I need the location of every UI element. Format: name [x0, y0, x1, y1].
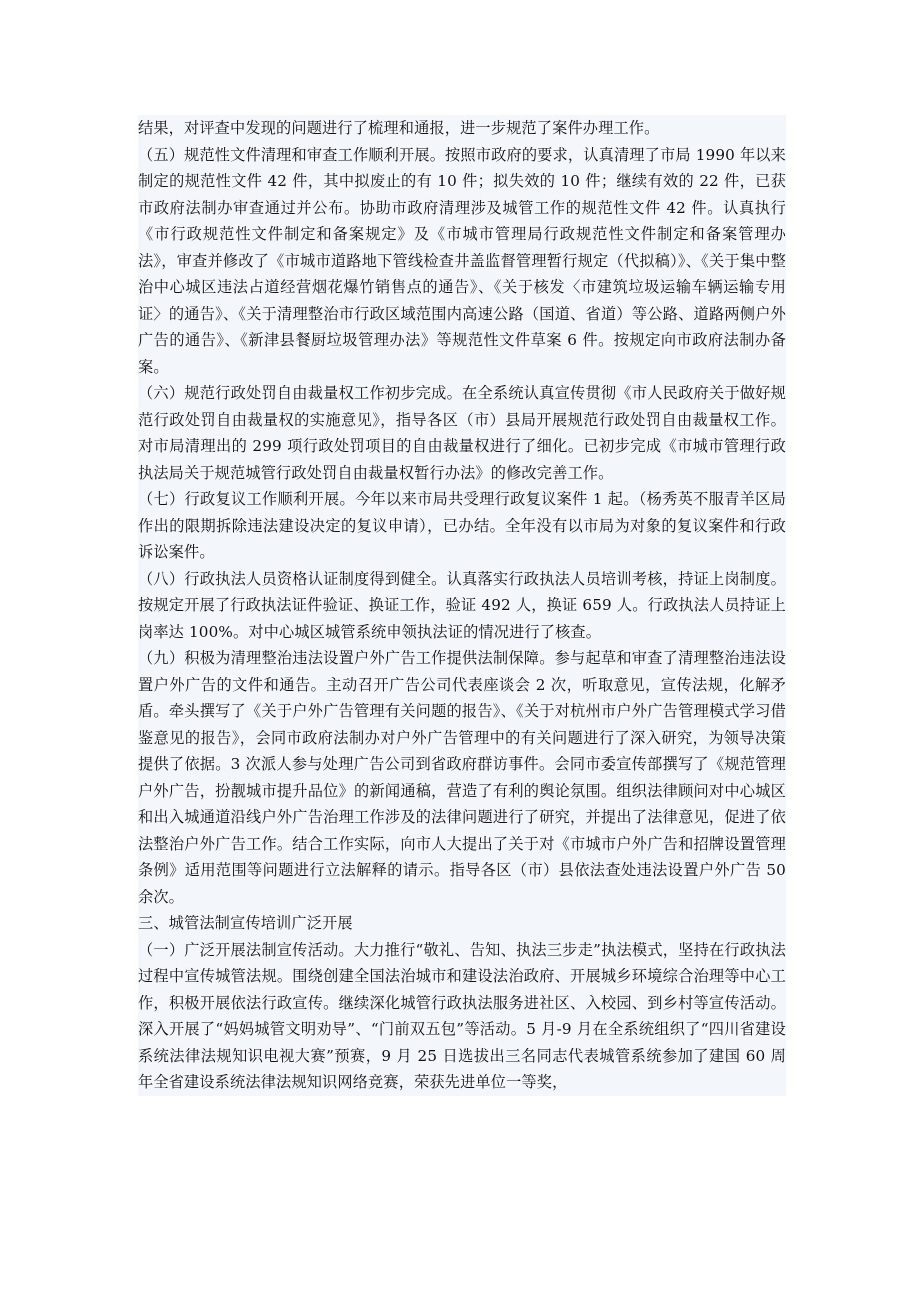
paragraph-continuation: 结果，对评查中发现的问题进行了梳理和通报，进一步规范了案件办理工作。 [138, 119, 660, 137]
paragraph-section-7: （七）行政复议工作顺利开展。今年以来市局共受理行政复议案件 1 起。（杨秀英不服青羊区局作出的限期拆除违法建设决定的复议申请），已办结。全年没有以市局为对象的复议案件和行政诉讼案件。 [138, 490, 786, 561]
document-body [138, 115, 786, 1096]
paragraph-subsection-1: （一）广泛开展法制宣传活动。大力推行“敬礼、告知、执法三步走”执法模式，坚持在行政执法过程中宣传城管法规。围绕创建全国法治城市和建设法治政府、开展城乡环境综合治理等中心工作，积极开展依法行政宣传。继续深化城管行政执法服务进社区、入校园、到乡村等宣传活动。深入开展了“妈妈城管文明劝导”、“门前双五包”等活动。5 月-9 月在全系统组织了“四川省建设系统法律法规知识电视大赛”预赛，9 月 25 日选拔出三名同志代表城管系统参加了建国 60 周年全省建设系统法律法规知识网络竞赛，荣获先进单位一等奖， [138, 940, 786, 1091]
paragraph-section-6: （六）规范行政处罚自由裁量权工作初步完成。在全系统认真宣传贯彻《市人民政府关于做好规范行政处罚自由裁量权的实施意见》，指导各区（市）县局开展规范行政处罚自由裁量权工作。对市局清理出的 299 项行政处罚项目的自由裁量权进行了细化。已初步完成《市城市管理行政执法局关于规范城管行政处罚自由裁量权暂行办法》的修改完善工作。 [138, 384, 786, 482]
paragraph-section-5: （五）规范性文件清理和审查工作顺利开展。按照市政府的要求，认真清理了市局 1990 年以来制定的规范性文件 42 件，其中拟废止的有 10 件；拟失效的 10 件；继续有效的 22 件，已获市政府法制办审查通过并公布。协助市政府清理涉及城管工作的规范性文件 42 件。认真执行《市行政规范性文件制定和备案规定》及《市城市管理局行政规范性文件制定和备案管理办法》，审查并修改了《市城市道路地下管线检查井盖监督管理暂行规定（代拟稿）》、《关于集中整治中心城区违法占道经营烟花爆竹销售点的通告》、《关于核发〈市建筑垃圾运输车辆运输专用证〉的通告》、《关于清理整治市行政区域范围内高速公路（国道、省道）等公路、道路两侧户外广告的通告》、《新津县餐厨垃圾管理办法》等规范性文件草案 6 件。按规定向市政府法制办备案。 [138, 145, 786, 376]
paragraph-section-8: （八）行政执法人员资格认证制度得到健全。认真落实行政执法人员培训考核，持证上岗制度。按规定开展了行政执法证件验证、换证工作，验证 492 人，换证 659 人。行政执法人员持证上岗率达 100%。对中心城区城管系统申领执法证的情况进行了核查。 [138, 569, 786, 641]
paragraph-section-9: （九）积极为清理整治违法设置户外广告工作提供法制保障。参与起草和审查了清理整治违法设置户外广告的文件和通告。主动召开广告公司代表座谈会 2 次，听取意见，宣传法规，化解矛盾。牵头撰写了《关于户外广告管理有关问题的报告》、《关于对杭州市户外广告管理模式学习借鉴意见的报告》，会同市政府法制办对户外广告管理中的有关问题进行了深入研究，为领导决策提供了依据。3 次派人参与处理广告公司到省政府群访事件。会同市委宣传部撰写了《规范管理户外广告，扮靓城市提升品位》的新闻通稿，营造了有利的舆论氛围。组织法律顾问对中心城区和出入城通道沿线户外广告治理工作涉及的法律问题进行了研究，并提出了法律意见，促进了依法整治户外广告工作。结合工作实际，向市人大提出了关于对《市城市户外广告和招牌设置管理条例》适用范围等问题进行立法解释的请示。指导各区（市）县依法查处违法设置户外广告 50 余次。 [138, 649, 786, 906]
section-heading-3: 三、城管法制宣传培训广泛开展 [138, 914, 353, 932]
